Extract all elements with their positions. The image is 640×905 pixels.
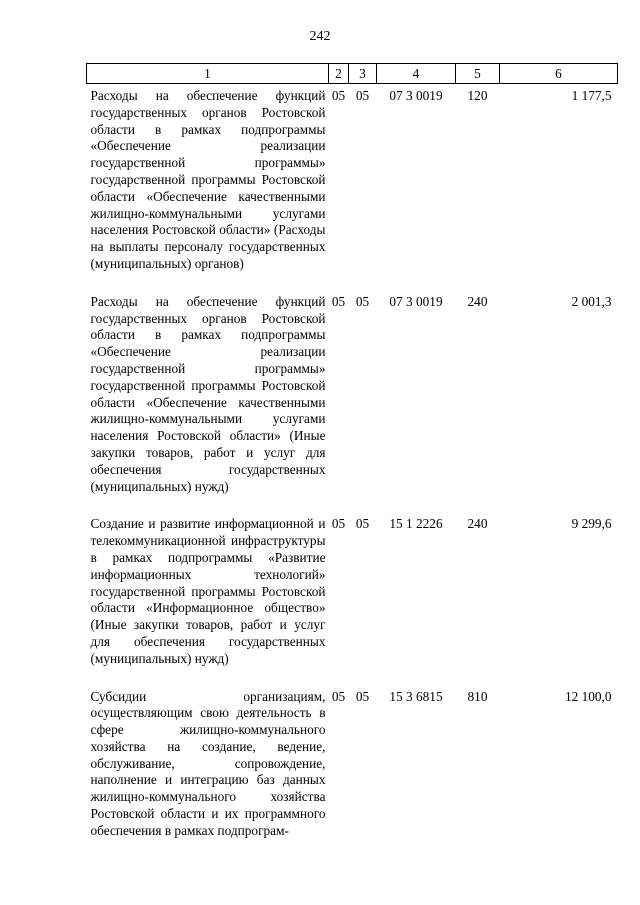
- row-description: Создание и развитие информационной и телекоммуникационной инфраструктуры в рамках подпрограммы «Развитие информационных технологий» государственной программы Ростовской области «Информационное общество» (Иные закупки товаров, работ и услуг для обеспечения государственных (муниципальных) нужд): [90, 516, 326, 666]
- row-target-article-code: 15 1 2226: [389, 516, 443, 532]
- table-row: [87, 685, 618, 840]
- budget-table: [86, 63, 618, 840]
- column-header-4: 4: [377, 64, 456, 84]
- row-description: Расходы на обеспечение функций государственных органов Ростовской области в рамках подпрограммы «Обеспечение реализации государственной программы» государственной программы Ростовской области «Обеспечение качественными жилищно-коммунальными услугами населения Ростовской области» (Расходы на выплаты персоналу государственных (муниципальных) органов): [90, 88, 326, 271]
- row-section-code: 05: [331, 688, 346, 704]
- row-expense-type-code: 240: [467, 293, 488, 309]
- row-amount: 2 001,3: [571, 293, 612, 309]
- row-amount: 9 299,6: [571, 516, 612, 532]
- row-subsection-code: 05: [355, 88, 370, 103]
- row-expense-type-code: 120: [467, 88, 488, 103]
- column-header-5: 5: [456, 64, 500, 84]
- row-subsection-code: 05: [355, 516, 370, 532]
- table-row: [87, 512, 618, 684]
- row-section-code: 05: [331, 88, 346, 103]
- column-header-3: 3: [349, 64, 377, 84]
- page-number: 242: [309, 29, 331, 44]
- row-section-code: 05: [331, 516, 346, 532]
- column-header-1: 1: [87, 64, 329, 84]
- row-target-article-code: 07 3 0019: [389, 88, 443, 103]
- row-description: Субсидии организациям, осуществляющим свою деятельность в сфере жилищно-коммунального хозяйства на создание, ведение, обслуживание, сопровождение, наполнение и интеграцию баз данных жилищно-коммунального хозяйства Ростовской области и их программного обеспечения в рамках подпрограм-: [90, 688, 326, 838]
- row-target-article-code: 07 3 0019: [389, 293, 443, 309]
- row-expense-type-code: 810: [467, 688, 488, 704]
- row-subsection-code: 05: [355, 688, 370, 704]
- row-expense-type-code: 240: [467, 516, 488, 532]
- column-header-2: 2: [329, 64, 349, 84]
- row-section-code: 05: [331, 293, 346, 309]
- table-row: [87, 84, 618, 290]
- table-row: [87, 290, 618, 513]
- row-subsection-code: 05: [355, 293, 370, 309]
- row-amount: 12 100,0: [564, 688, 612, 704]
- row-description: Расходы на обеспечение функций государственных органов Ростовской области в рамках подпрограммы «Обеспечение реализации государственной программы» государственной программы Ростовской области «Обеспечение качественными жилищно-коммунальными услугами населения Ростовской области» (Иные закупки товаров, работ и услуг для обеспечения государственных (муниципальных) нужд): [90, 293, 326, 494]
- row-target-article-code: 15 3 6815: [389, 688, 443, 704]
- column-header-6: 6: [500, 64, 618, 84]
- row-amount: 1 177,5: [571, 88, 612, 103]
- table-header-row: [87, 64, 618, 84]
